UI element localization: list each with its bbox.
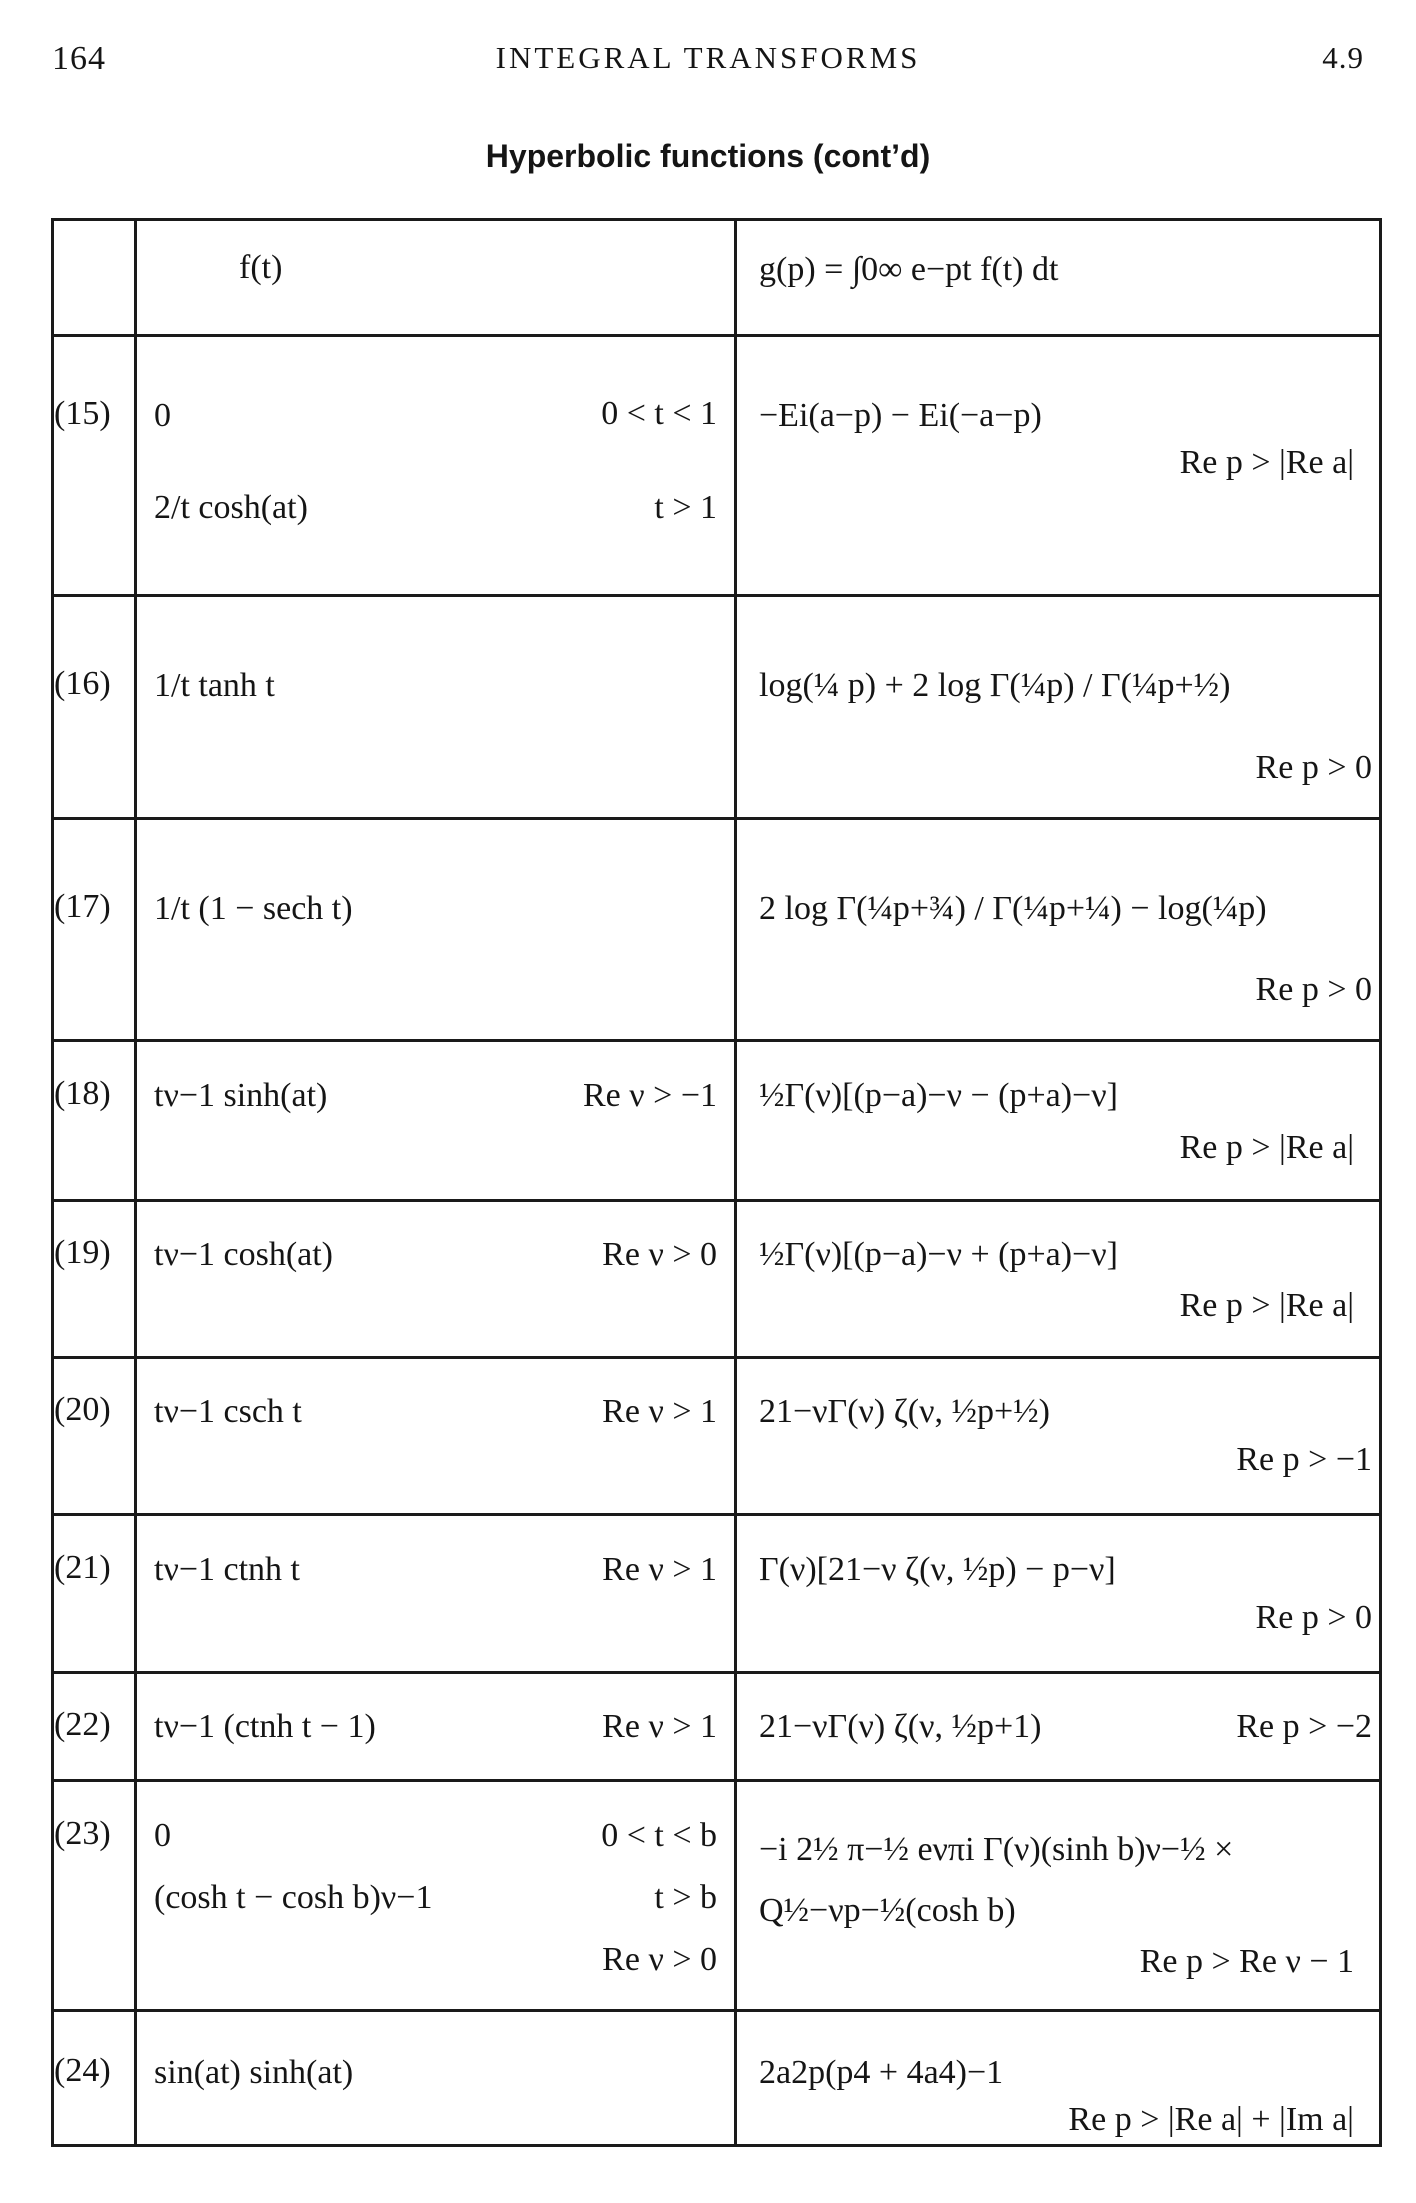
g-condition: Re p > 0: [1255, 749, 1372, 786]
row-divider: [54, 1356, 1379, 1359]
column-divider: [134, 221, 137, 2144]
g-condition: Re p > −2: [1236, 1708, 1372, 1745]
row-id: (23): [54, 1815, 111, 1852]
row-divider: [54, 1779, 1379, 1782]
g-expression: −i 2½ π−½ eνπi Γ(ν)(sinh b)ν−½ × Q½−νp−½(cosh b): [759, 1831, 1234, 1930]
f-expression: 0: [154, 397, 171, 434]
g-expression: 21−νΓ(ν) ζ(ν, ½p+½): [759, 1393, 1050, 1430]
column-divider: [734, 221, 737, 2144]
f-expression: 1/t tanh t: [154, 667, 275, 704]
g-condition: Re p > 0: [1255, 971, 1372, 1008]
g-condition: Re p > Re ν − 1: [1139, 1943, 1354, 1980]
f-expression: tν−1 sinh(at): [154, 1077, 328, 1114]
row-id: (18): [54, 1075, 111, 1112]
f-condition: 0 < t < b: [601, 1817, 717, 1854]
row-id: (15): [54, 395, 111, 432]
g-expression: ½Γ(ν)[(p−a)−ν − (p+a)−ν]: [759, 1077, 1118, 1114]
row-id: (19): [54, 1234, 111, 1271]
f-expression: 0: [154, 1817, 171, 1854]
row-divider: [54, 1513, 1379, 1516]
section-number: 4.9: [1322, 40, 1364, 75]
g-expression: log(¼ p) + 2 log Γ(¼p) / Γ(¼p+½): [759, 667, 1231, 704]
f-condition: t > b: [654, 1879, 717, 1916]
f-condition: Re ν > −1: [583, 1077, 717, 1114]
row-id: (22): [54, 1706, 111, 1743]
column-header-f: f(t): [239, 249, 283, 286]
f-expression: 2/t cosh(at): [154, 489, 308, 526]
page-number: 164: [52, 40, 106, 77]
g-condition: Re p > |Re a|: [1179, 1287, 1354, 1324]
g-condition: Re p > 0: [1255, 1599, 1372, 1636]
f-expression: tν−1 ctnh t: [154, 1551, 300, 1588]
f-expression: tν−1 (ctnh t − 1): [154, 1708, 376, 1745]
column-header-g: g(p) = ∫0∞ e−pt f(t) dt: [759, 251, 1059, 288]
f-expression: sin(at) sinh(at): [154, 2054, 354, 2091]
row-id: (20): [54, 1391, 111, 1428]
g-condition: Re p > |Re a|: [1179, 444, 1354, 481]
row-id: (21): [54, 1549, 111, 1586]
f-expression: tν−1 csch t: [154, 1393, 302, 1430]
f-condition: Re ν > 1: [602, 1551, 717, 1588]
row-divider: [54, 1671, 1379, 1674]
f-expression: 1/t (1 − sech t): [154, 890, 353, 927]
f-expression: (cosh t − cosh b)ν−1: [154, 1879, 433, 1916]
g-expression: ½Γ(ν)[(p−a)−ν + (p+a)−ν]: [759, 1236, 1118, 1273]
row-divider: [54, 2009, 1379, 2012]
g-expression: −Ei(a−p) − Ei(−a−p): [759, 397, 1042, 434]
f-condition: 0 < t < 1: [601, 395, 717, 432]
row-divider: [54, 594, 1379, 597]
g-condition: Re p > −1: [1236, 1441, 1372, 1478]
g-condition: Re p > |Re a|: [1179, 1129, 1354, 1166]
transform-table: [51, 218, 1382, 2147]
f-condition: Re ν > 1: [602, 1708, 717, 1745]
g-expression: 21−νΓ(ν) ζ(ν, ½p+1): [759, 1708, 1042, 1745]
row-divider: [54, 334, 1379, 337]
f-condition: Re ν > 0: [602, 1236, 717, 1273]
g-expression: 2a2p(p4 + 4a4)−1: [759, 2054, 1004, 2091]
f-expression: tν−1 cosh(at): [154, 1236, 333, 1273]
row-divider: [54, 817, 1379, 820]
row-divider: [54, 1199, 1379, 1202]
row-divider: [54, 1039, 1379, 1042]
f-condition: Re ν > 1: [602, 1393, 717, 1430]
f-condition: t > 1: [654, 489, 717, 526]
f-condition: Re ν > 0: [602, 1941, 717, 1978]
table-subtitle: Hyperbolic functions (cont’d): [485, 138, 931, 174]
running-title: INTEGRAL TRANSFORMS: [495, 40, 921, 75]
g-condition: Re p > |Re a| + |Im a|: [1068, 2101, 1354, 2138]
row-id: (16): [54, 665, 111, 702]
g-expression: 2 log Γ(¼p+¾) / Γ(¼p+¼) − log(¼p): [759, 890, 1267, 927]
row-id: (24): [54, 2052, 111, 2089]
g-expression: Γ(ν)[21−ν ζ(ν, ½p) − p−ν]: [759, 1551, 1116, 1588]
row-id: (17): [54, 888, 111, 925]
